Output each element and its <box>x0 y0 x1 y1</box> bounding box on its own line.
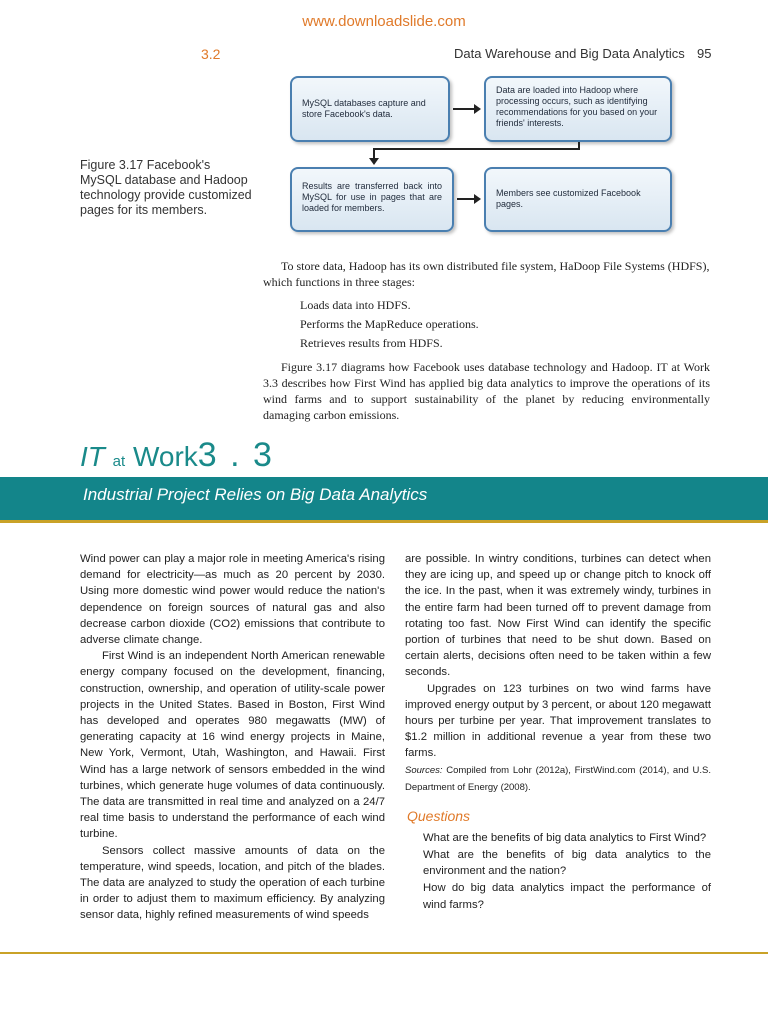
connector-across <box>373 148 580 150</box>
case-number: 3 . 3 <box>197 436 274 474</box>
body-paragraph-hdfs: To store data, Hadoop has its own distributed file system, HaDoop File Systems (HDFS), which functions in three stages: <box>263 259 710 289</box>
list-item: Loads data into HDFS. <box>300 298 411 312</box>
diagram-box-mysql-capture: MySQL databases capture and store Facebook's data. <box>290 76 450 142</box>
paragraph: Wind power can play a major role in meeting America's rising demand for electricity—as much as 20 percent by 2030. Using more domestic wind power would reduce the nation's dependence on foreign sources of natural gas and also decrease carbon dioxide (CO2) emissions that contribute to adverse climate change. <box>80 553 385 647</box>
diagram-box-hadoop-processing: Data are loaded into Hadoop where processing occurs, such as identifying recommendations for you based on your friends' interests. <box>484 76 672 142</box>
list-item: Performs the MapReduce operations. <box>300 317 479 331</box>
connector-drop <box>373 148 375 158</box>
list-item: Retrieves results from HDFS. <box>300 336 443 350</box>
paragraph: Upgrades on 123 turbines on two wind farms have improved energy output by 3 percent, or about 120 megawatt hours per turbine per year. That improvement translates to $1.2 million in additional revenue a year from these two farms. <box>405 682 711 760</box>
figure-caption: Figure 3.17 Facebook's MySQL database and Hadoop technology provide customized pages for its members. <box>80 158 252 217</box>
question-item: How do big data analytics impact the performance of wind farms? <box>423 882 711 911</box>
diagram-box-members-pages: Members see customized Facebook pages. <box>484 167 672 232</box>
diagram-box-results-mysql: Results are transferred back into MySQL for use in pages that are loaded for members. <box>290 167 454 232</box>
arrow-right-1 <box>453 108 479 110</box>
body-paragraph-figure-ref: Figure 3.17 diagrams how Facebook uses database technology and Hadoop. IT at Work 3.3 describes how First Wind has applied big data analytics to improve the operations of its wind farms and to support sustainability of the planet by reducing environmentally damaging carbon emissions. <box>263 360 710 422</box>
work-label: Work <box>132 441 198 472</box>
paragraph: are possible. In wintry conditions, turbines can detect when they are icing up, and speed up or change pitch to knock off the ice. In the past, when it was extremely windy, turbines in the entire farm had been turned off to prevent damage from rotating too fast. Now First Wind can identify the specific portion of turbines that need to be shut down. Based on certain alerts, decisions often need to be taken within a few seconds. <box>405 553 711 679</box>
arrow-right-2 <box>457 198 479 200</box>
banner-rule <box>0 520 768 523</box>
paragraph: First Wind is an independent North American renewable energy company focused on the development, financing, construction, ownership, and operation of utility-scale power projects in the United States. Based in Boston, First Wind has developed and operates 980 megawatts (MW) of generating capacity at 16 wind energy projects in Maine, New York, Vermont, Utah, Washington, and Hawaii. First Wind has a large network of sensors embedded in the wind turbines, which generate huge volumes of data continuously. The data are transmitted in real time and analyzed on a 24/7 real time basis to understand the performance of each wind turbine. <box>80 650 385 841</box>
sources-note <box>405 762 711 796</box>
section-number: 3.2 <box>201 46 221 62</box>
site-watermark-url: www.downloadslide.com <box>302 13 466 30</box>
sources-text: Compiled from Lohr (2012a), FirstWind.com (2014), and U.S. Department of Energy (2008). <box>405 764 711 793</box>
at-label: at <box>112 453 126 470</box>
it-at-work-heading <box>80 436 274 475</box>
questions-list <box>405 830 711 913</box>
stages-list <box>300 297 479 354</box>
paragraph: Sensors collect massive amounts of data on the temperature, wind speeds, location, and pitch of the blades. The data are analyzed to study the operation of each turbine in order to adjust them to maximum efficiency. By analyzing sensor data, highly refined measurements of wind speeds <box>80 844 385 922</box>
question-item: What are the benefits of big data analytics to First Wind? <box>423 831 707 844</box>
running-head: Data Warehouse and Big Data Analytics <box>454 46 685 61</box>
questions-heading: Questions <box>407 807 471 824</box>
arrow-down <box>369 158 379 165</box>
question-item: What are the benefits of big data analytics to the environment and the nation? <box>423 849 711 878</box>
case-title: Industrial Project Relies on Big Data Analytics <box>83 485 428 504</box>
case-title-banner <box>0 477 768 520</box>
sources-label: Sources: <box>405 764 443 776</box>
article-left-column <box>80 551 385 924</box>
it-label: IT <box>80 441 105 472</box>
footer-rule <box>0 952 768 954</box>
article-right-column <box>405 551 711 914</box>
page-number: 95 <box>697 46 712 61</box>
